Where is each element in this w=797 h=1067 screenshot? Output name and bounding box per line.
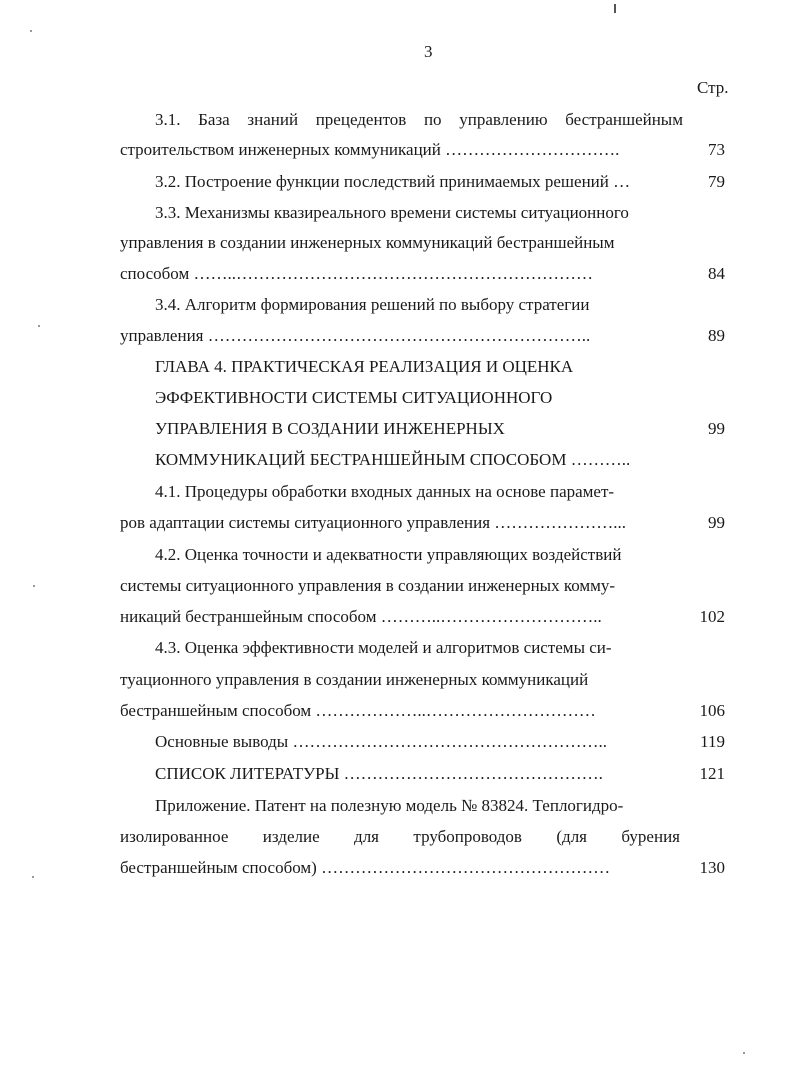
toc-entry-line: 4.1. Процедуры обработки входных данных на основе парамет- [155,482,615,501]
toc-page-number: 102 [699,607,725,626]
toc-page-number: 89 [708,326,725,345]
toc-entry-line: Основные выводы ……………………………………………….. [155,732,607,751]
scan-mark [33,585,35,587]
toc-entry-line: способом ……..……………………………………………………… [120,264,593,283]
scan-mark [30,30,32,32]
chapter-title-line: УПРАВЛЕНИЯ В СОЗДАНИИ ИНЖЕНЕРНЫХ [155,419,505,438]
scan-mark [614,4,616,13]
toc-page-number: 106 [699,701,725,720]
toc-entry-line: системы ситуационного управления в создании инженерных комму- [120,576,616,595]
scan-mark [32,876,34,878]
chapter-title-line: ЭФФЕКТИВНОСТИ СИСТЕМЫ СИТУАЦИОННОГО [155,388,553,407]
toc-page-number: 121 [699,764,725,783]
toc-entry-line: бестраншейным способом ………………..………………………… [120,701,596,720]
toc-entry-line: ров адаптации системы ситуационного управления …………………... [120,513,627,532]
toc-entry-line: 4.2. Оценка точности и адекватности управляющих воздействий [155,545,622,564]
toc-entry-line: управления в создании инженерных коммуникаций бестраншейным [120,233,615,252]
toc-entry-line: 3.4. Алгоритм формирования решений по выбору стратегии [155,295,590,314]
toc-entry-line: туационного управления в создании инженерных коммуникаций [120,670,589,689]
chapter-title-line: ГЛАВА 4. ПРАКТИЧЕСКАЯ РЕАЛИЗАЦИЯ И ОЦЕНКА [155,357,574,376]
page-number: 3 [424,42,433,61]
toc-page-number: 84 [708,264,725,283]
toc-entry-line: строительством инженерных коммуникаций …………………………. [120,140,620,159]
toc-page-number: 119 [700,732,725,751]
scan-mark [38,325,40,327]
toc-entry-line: бестраншейным способом) …………………………………………… [120,858,611,877]
toc-page-number: 130 [699,858,725,877]
toc-entry-line: СПИСОК ЛИТЕРАТУРЫ ………………………………………. [155,764,603,783]
chapter-title-line: КОММУНИКАЦИЙ БЕСТРАНШЕЙНЫМ СПОСОБОМ ……….. [155,450,631,469]
toc-entry-line: 3.1. База знаний прецедентов по управлению бестраншейным [155,110,683,129]
toc-entry-line: 3.2. Построение функции последствий принимаемых решений … [155,172,631,191]
toc-entry-line: никаций бестраншейным способом ………..……………………….. [120,607,602,626]
toc-page-number: 99 [708,419,725,438]
column-header: Стр. [697,78,729,97]
toc-entry-line: 3.3. Механизмы квазиреального времени системы ситуационного [155,203,629,222]
toc-entry-line: 4.3. Оценка эффективности моделей и алгоритмов системы си- [155,638,612,657]
scan-mark [743,1052,745,1054]
toc-entry-line: изолированное изделие для трубопроводов (для бурения [120,827,680,846]
toc-page-number: 79 [708,172,725,191]
toc-page-number: 73 [708,140,725,159]
toc-entry-line: управления ………………………………………………………….. [120,326,591,345]
toc-page-number: 99 [708,513,725,532]
toc-entry-line: Приложение. Патент на полезную модель № 83824. Теплогидро- [155,796,624,815]
